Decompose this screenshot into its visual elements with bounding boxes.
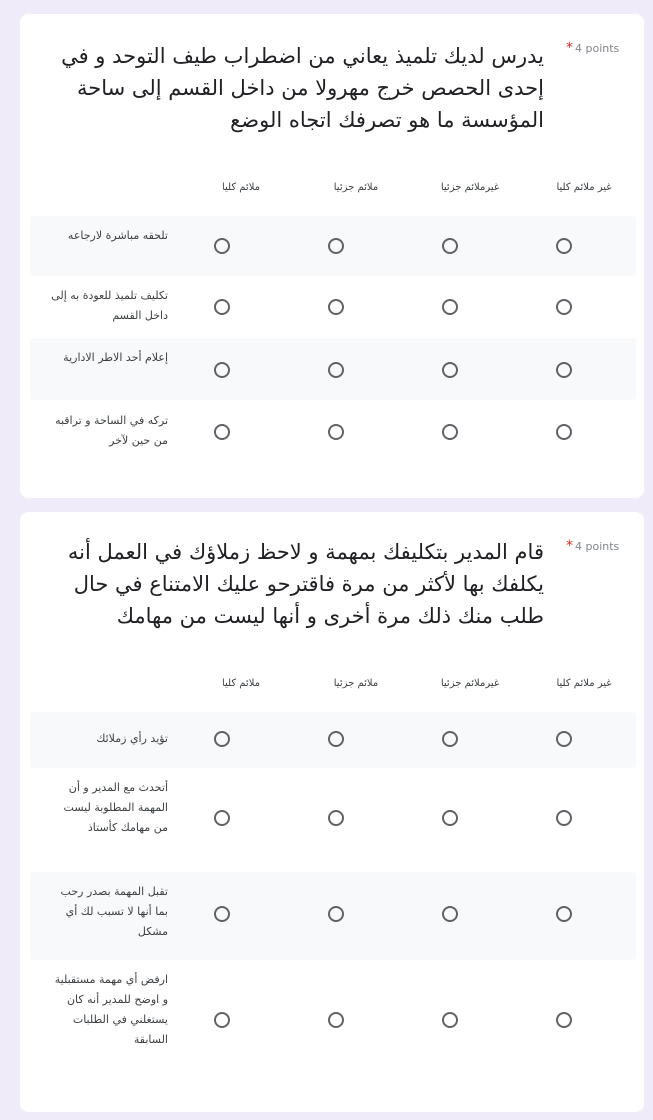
radio-button[interactable] — [442, 1012, 458, 1028]
grid-row — [30, 216, 636, 276]
column-header: ملائم جزئيا — [333, 678, 379, 689]
grid-row — [30, 768, 636, 872]
column-header: غيرملائم جزئيا — [440, 678, 500, 689]
radio-button[interactable] — [556, 731, 572, 747]
radio-button[interactable] — [556, 424, 572, 440]
column-header: ملائم كليا — [221, 182, 261, 193]
radio-button[interactable] — [442, 810, 458, 826]
radio-button[interactable] — [328, 299, 344, 315]
radio-button[interactable] — [214, 731, 230, 747]
row-label: إعلام أحد الاطر الادارية — [63, 351, 168, 364]
column-header: ملائم جزئيا — [333, 182, 379, 193]
row-label: تكليف تلميذ للعودة به إلى داخل القسم — [51, 289, 168, 322]
radio-button[interactable] — [556, 810, 572, 826]
column-header: غير ملائم كليا — [556, 678, 612, 689]
grid-row — [30, 400, 636, 466]
required-marker: * — [566, 40, 573, 56]
points-label: * 4 points — [566, 40, 620, 56]
required-marker: * — [566, 538, 573, 554]
question-card-1 — [20, 14, 644, 498]
row-label: تقبل المهمة بصدر رحب بما أنها لا تسبب لك أي مشكل — [60, 885, 168, 938]
radio-button[interactable] — [556, 238, 572, 254]
grid-row — [30, 276, 636, 338]
radio-button[interactable] — [214, 906, 230, 922]
radio-button[interactable] — [328, 238, 344, 254]
points-label: * 4 points — [566, 538, 620, 554]
radio-button[interactable] — [556, 906, 572, 922]
radio-button[interactable] — [442, 731, 458, 747]
radio-button[interactable] — [442, 299, 458, 315]
radio-button[interactable] — [328, 1012, 344, 1028]
row-label: أتحدث مع المدير و أن المهمة المطلوبة ليست من مهامك كأستاذ — [63, 781, 168, 834]
grid-row — [30, 872, 636, 960]
row-label: تؤيد رأي زملائك — [96, 732, 168, 745]
radio-button[interactable] — [214, 362, 230, 378]
radio-button[interactable] — [442, 362, 458, 378]
radio-button[interactable] — [214, 238, 230, 254]
radio-button[interactable] — [556, 362, 572, 378]
question-title: يدرس لديك تلميذ يعاني من اضطراب طيف التوحد و في إحدى الحصص خرج مهرولا من داخل القسم إلى ساحة المؤسسة ما هو تصرفك اتجاه الوضع — [61, 44, 544, 132]
row-label: تلحقه مباشرة لارجاعه — [67, 229, 168, 242]
row-label: تركه في الساحة و تراقبه من حين لآخر — [55, 414, 168, 447]
radio-button[interactable] — [442, 238, 458, 254]
column-header: ملائم كليا — [221, 678, 261, 689]
radio-button[interactable] — [214, 299, 230, 315]
radio-button[interactable] — [214, 424, 230, 440]
radio-button[interactable] — [556, 299, 572, 315]
grid-row — [30, 712, 636, 768]
grid-row — [30, 338, 636, 400]
radio-button[interactable] — [328, 731, 344, 747]
row-label: ارفض أي مهمة مستقبلية و اوضح للمدير أنه كان يستغلني في الطلبات السابقة — [54, 973, 168, 1046]
question-title: قام المدير بتكليفك بمهمة و لاحظ زملاؤك في العمل أنه يكلفك بها لأكثر من مرة فاقترحو عليك الامتناع في حال طلب منك ذلك مرة أخرى و أنها ليست من مهامك — [67, 540, 544, 628]
question-card-2 — [20, 512, 644, 1112]
radio-button[interactable] — [328, 362, 344, 378]
radio-button[interactable] — [328, 424, 344, 440]
column-header: غيرملائم جزئيا — [440, 182, 500, 193]
radio-button[interactable] — [328, 810, 344, 826]
radio-button[interactable] — [556, 1012, 572, 1028]
radio-button[interactable] — [214, 810, 230, 826]
radio-button[interactable] — [214, 1012, 230, 1028]
column-header: غير ملائم كليا — [556, 182, 612, 193]
radio-button[interactable] — [442, 906, 458, 922]
radio-button[interactable] — [442, 424, 458, 440]
grid-row — [30, 960, 636, 1084]
radio-button[interactable] — [328, 906, 344, 922]
